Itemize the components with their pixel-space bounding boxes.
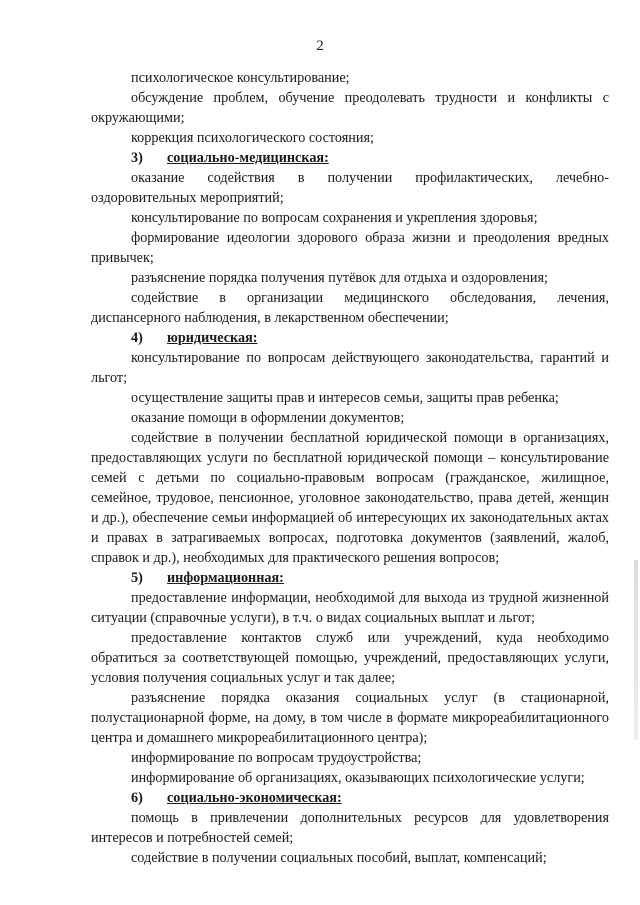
section-title: информационная: (167, 570, 284, 586)
paragraph: информирование об организациях, оказывающих психологические услуги; (131, 770, 585, 786)
paragraph: обсуждение проблем, обучение преодолевать трудности и конфликты с окружающими; (91, 90, 609, 126)
paragraph: предоставление информации, необходимой для выхода из трудной жизненной ситуации (справочные услуги), в т.ч. о видах социальных выплат и льгот; (91, 590, 609, 626)
paragraph: осуществление защиты прав и интересов семьи, защиты прав ребенка; (131, 390, 559, 406)
paragraph: информирование по вопросам трудоустройства; (131, 750, 422, 766)
scan-edge-shadow (634, 560, 638, 740)
section-heading (91, 328, 609, 348)
paragraph: предоставление контактов служб или учреждений, куда необходимо обратиться за соответствующей помощью, учреждений, предоставляющих услуги, условия получения социальных услуг и так далее; (91, 630, 609, 686)
paragraph: разъяснение порядка оказания социальных услуг (в стационарной, полустационарной форме, на дому, в том числе в формате микрореабилитационного центра и домашнего микрореабилитационного центра); (91, 690, 609, 746)
document-body (91, 68, 609, 868)
section-heading (91, 568, 609, 588)
section-title: социально-экономическая: (167, 790, 342, 806)
paragraph: консультирование по вопросам действующего законодательства, гарантий и льгот; (91, 350, 609, 386)
paragraph: коррекция психологического состояния; (131, 130, 374, 146)
paragraph: психологическое консультирование; (131, 70, 350, 86)
paragraph: помощь в привлечении дополнительных ресурсов для удовлетворения интересов и потребностей семей; (91, 810, 609, 846)
paragraph: оказание помощи в оформлении документов; (131, 410, 405, 426)
paragraph: оказание содействия в получении профилактических, лечебно-оздоровительных мероприятий; (91, 170, 609, 206)
section-number: 5) (131, 570, 143, 586)
section-number: 6) (131, 790, 143, 806)
section-heading (91, 148, 609, 168)
section-title: социально-медицинская: (167, 150, 329, 166)
section-number: 3) (131, 150, 143, 166)
section-number: 4) (131, 330, 143, 346)
paragraph: консультирование по вопросам сохранения и укрепления здоровья; (131, 210, 538, 226)
section-heading (91, 788, 609, 808)
paragraph: разъяснение порядка получения путёвок для отдыха и оздоровления; (131, 270, 548, 286)
paragraph: содействие в получении бесплатной юридической помощи в организациях, предоставляющих услуги по бесплатной юридической помощи – консультирование семей с детьми по социально-правовым вопросам (гражданское, жилищное, семейное, трудовое, пенсионное, уголовное законодательство, права детей, женщин и др.), обеспечение семьи информацией об интересующих их законодательных актах и правах в затрагиваемых вопросах, подготовка документов (заявлений, жалоб, справок и др.), необходимых для практического решения вопросов; (91, 430, 609, 566)
paragraph: содействие в получении социальных пособий, выплат, компенсаций; (131, 850, 547, 866)
page-number: 2 (316, 38, 324, 54)
paragraph: содействие в организации медицинского обследования, лечения, диспансерного наблюдения, в лекарственном обеспечении; (91, 290, 609, 326)
section-title: юридическая: (167, 330, 258, 346)
paragraph: формирование идеологии здорового образа жизни и преодоления вредных привычек; (91, 230, 609, 266)
